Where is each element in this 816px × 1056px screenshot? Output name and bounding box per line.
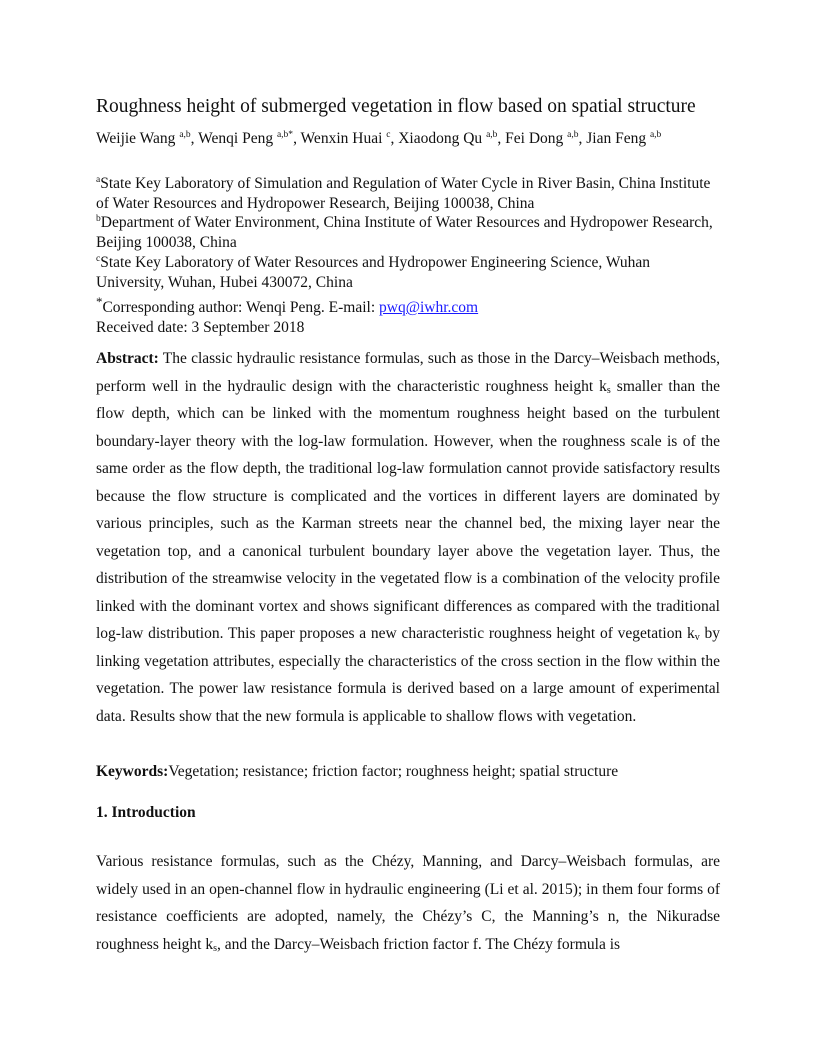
corresponding-text: Corresponding author: Wenqi Peng. E-mail: — [102, 299, 380, 317]
author-affiliation-mark: a,b* — [276, 130, 294, 140]
abstract-text: by linking vegetation attributes, especially the characteristics of the cross section in the flow within the vegetation. The power law resistance formula is derived based on a large amount of experimental data. Results show that the new formula is applicable to shallow flows with vegetation. — [96, 625, 720, 725]
author-name: Wenqi Peng — [198, 130, 274, 147]
abstract-text: The classic hydraulic resistance formulas, such as those in the Darcy–Weisbach methods, perform well in the hydraulic design with the characteristic roughness height k — [96, 350, 720, 395]
author-name: Fei Dong — [505, 130, 564, 147]
author-name: Xiaodong Qu — [398, 130, 483, 147]
affiliation-c — [96, 253, 716, 292]
subscript: s — [213, 942, 218, 954]
affiliation-a — [96, 174, 716, 213]
author-affiliation-mark: a,b — [486, 130, 498, 140]
corresponding-author — [96, 292, 716, 318]
author-affiliation-mark: a,b — [567, 130, 579, 140]
author-affiliation-mark: c — [386, 130, 391, 140]
subscript: s — [606, 384, 611, 396]
affiliation-block — [96, 174, 716, 338]
abstract-paragraph — [96, 345, 720, 730]
author-name: Jian Feng — [586, 130, 647, 147]
affiliation-mark: c — [96, 253, 101, 264]
affiliation-b — [96, 213, 716, 252]
keywords-text: Vegetation; resistance; friction factor; roughness height; spatial structure — [168, 763, 619, 780]
affiliation-text: State Key Laboratory of Water Resources and Hydropower Engineering Science, Wuhan University, Wuhan, Hubei 430072, China — [96, 253, 650, 291]
corresponding-mark: * — [96, 294, 103, 310]
abstract-label: Abstract: — [96, 350, 159, 367]
section-heading: 1. Introduction — [96, 804, 196, 821]
affiliation-mark: a — [96, 175, 101, 185]
keywords-label: Keywords: — [96, 763, 169, 780]
subscript: v — [694, 632, 700, 643]
body-text: , and the Darcy–Weisbach friction factor f. The Chézy formula is — [217, 935, 621, 953]
author-list: Weijie Wang $^{a,b}$, Wenqi Peng $^{a,b*}$, Wenxin Huai $^c$, Xiaodong Qu $^{a,b}$, Fei Dong $^{a,b}$, Jian Feng $^{a,b}$ — [96, 130, 662, 147]
affiliation-text: State Key Laboratory of Simulation and Regulation of Water Cycle in River Basin, China Institute of Water Resources and Hydropower Research, Beijing 100038, China — [96, 175, 711, 212]
author-name: Weijie Wang — [96, 130, 176, 147]
author-affiliation-mark: a,b — [649, 130, 662, 140]
paper-title: Roughness height of submerged vegetation in flow based on spatial structure — [96, 96, 696, 117]
email-link[interactable]: pwq@iwhr.com — [379, 299, 479, 317]
author-name: Wenxin Huai — [300, 130, 383, 147]
affiliation-text: Department of Water Environment, China Institute of Water Resources and Hydropower Research, Beijing 100038, China — [96, 214, 713, 252]
keywords-line — [96, 758, 720, 786]
received-date: Received date: 3 September 2018 — [96, 319, 305, 337]
abstract-text: smaller than the flow depth, which can be linked with the momentum roughness height based on the turbulent boundary-layer theory with the log-law formulation. However, when the roughness scale is of the same order as the flow depth, the traditional log-law formulation cannot provide satisfactory results because the flow structure is complicated and the vortices in different layers are dominated by various principles, such as the Karman streets near the channel bed, the mixing layer near the vegetation top, and a canonical turbulent boundary layer above the vegetation layer. Thus, the distribution of the streamwise velocity in the vegetated flow is a combination of the velocity profile linked with the dominant vortex and shows significant differences as compared with the traditional log-law distribution. This paper proposes a new characteristic roughness height of vegetation k — [96, 377, 720, 642]
body-paragraph — [96, 848, 720, 958]
affiliation-mark: b — [96, 214, 101, 225]
author-affiliation-mark: a,b — [179, 130, 191, 140]
body-text: Various resistance formulas, such as the Chézy, Manning, and Darcy–Weisbach formulas, are widely used in an open-channel flow in hydraulic engineering (Li et al. 2015); in them four forms of resistance coefficients are adopted, namely, the Chézy’s C, the Manning’s n, the Nikuradse roughness height k — [96, 853, 720, 953]
